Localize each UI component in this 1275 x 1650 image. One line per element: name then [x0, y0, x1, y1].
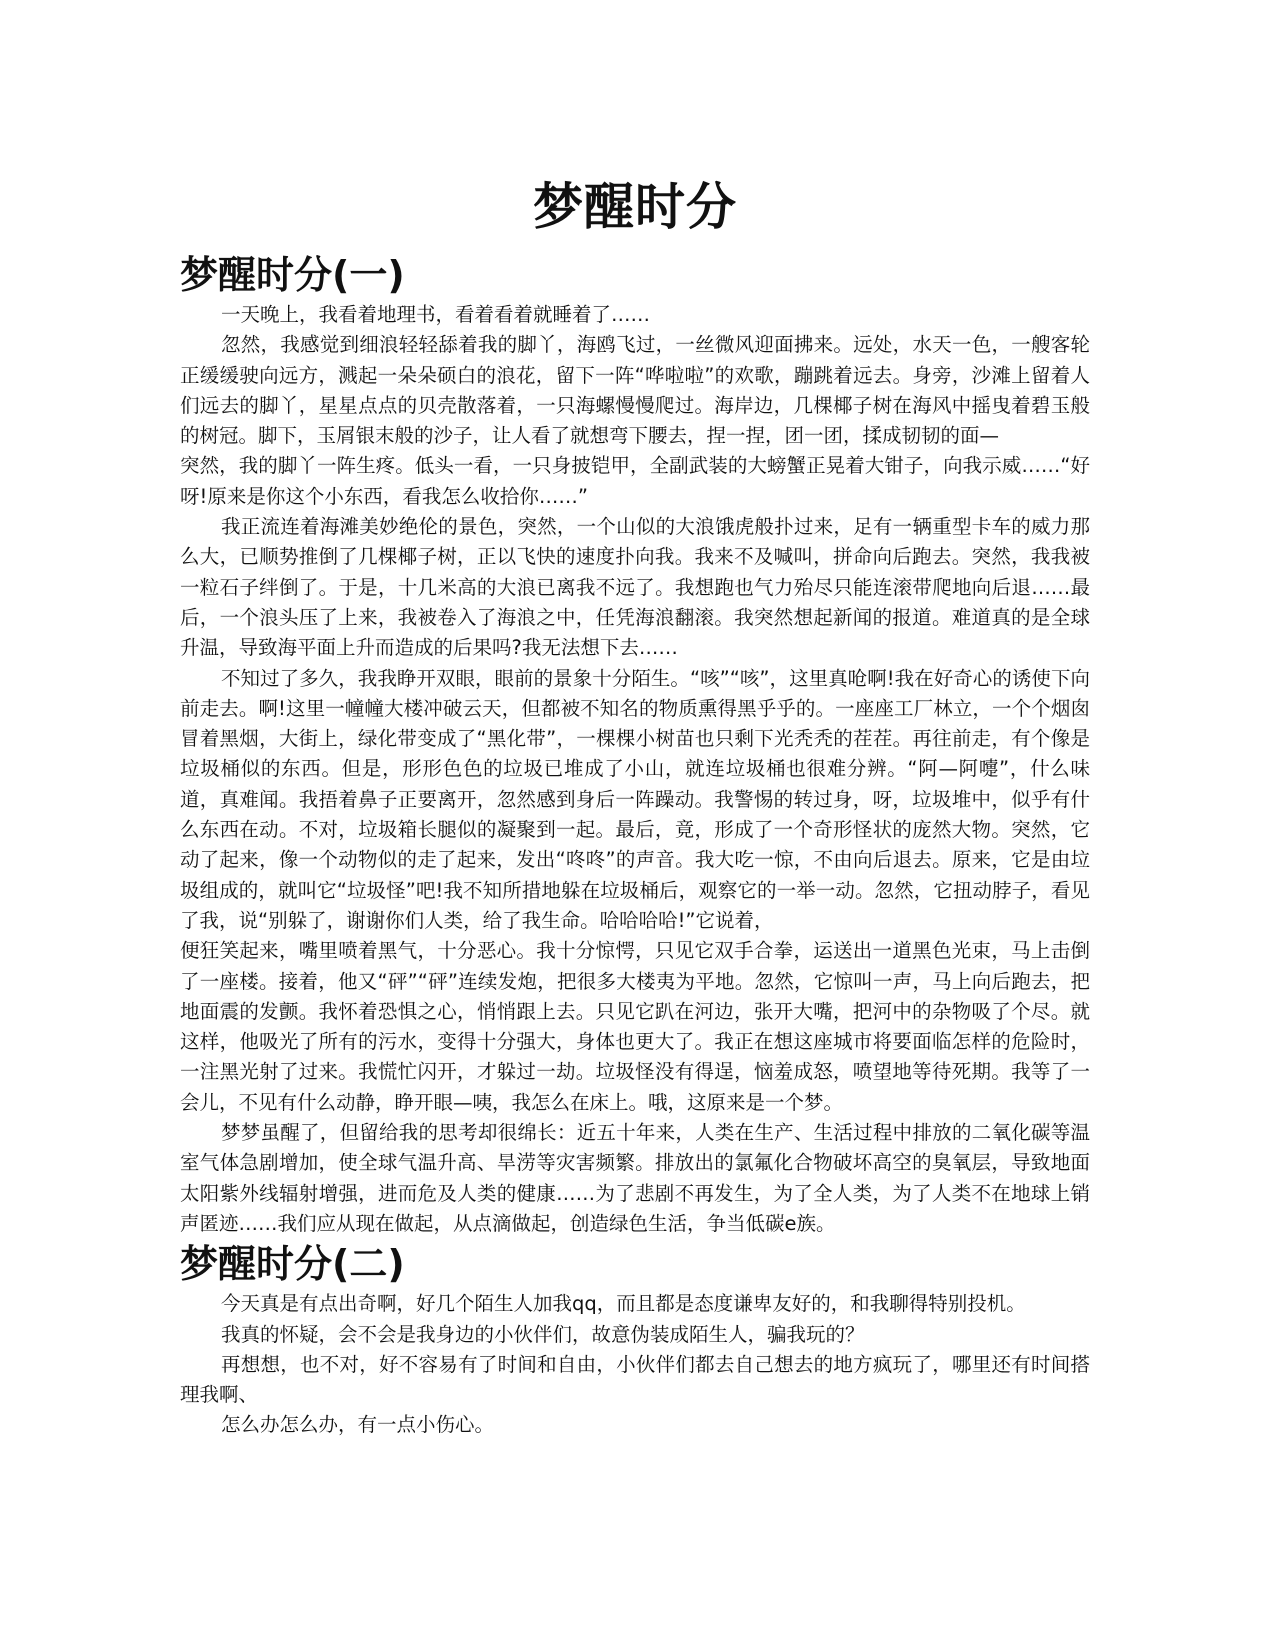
paragraph: 突然，我的脚丫一阵生疼。低头一看，一只身披铠甲，全副武装的大螃蟹正晃着大钳子，向我示威……“好呀!原来是你这个小东西，看我怎么收拾你……”	[180, 454, 1090, 508]
section-heading: 梦醒时分(二)	[180, 1242, 405, 1287]
paragraph: 梦梦虽醒了，但留给我的思考却很绵长：近五十年来，人类在生产、生活过程中排放的二氧化碳等温室气体急剧增加，使全球气温升高、旱涝等灾害频繁。排放出的氯氟化合物破坏高空的臭氧层，导致地面太阳紫外线辐射增强，进而危及人类的健康……为了悲剧不再发生，为了全人类，为了人类不在地球上销声匿迹……我们应从现在做起，从点滴做起，创造绿色生活，争当低碳e族。	[180, 1121, 1090, 1235]
paragraph: 不知过了多久，我我睁开双眼，眼前的景象十分陌生。“咳”“咳”，这里真呛啊!我在好奇心的诱使下向前走去。啊!这里一幢幢大楼冲破云天，但都被不知名的物质熏得黑乎乎的。一座座工厂林立，一个个烟囱冒着黑烟，大街上，绿化带变成了“黑化带”，一棵棵小树苗也只剩下光秃秃的茬茬。再往前走，有个像是垃圾桶似的东西。但是，形形色色的垃圾已堆成了小山，就连垃圾桶也很难分辨。“阿—阿嚏”，什么味道，真难闻。我捂着鼻子正要离开，忽然感到身后一阵躁动。我警惕的转过身，呀，垃圾堆中，似乎有什么东西在动。不对，垃圾箱长腿似的凝聚到一起。最后，竟，形成了一个奇形怪状的庞然大物。突然，它动了起来，像一个动物似的走了起来，发出“咚咚”的声音。我大吃一惊，不由向后退去。原来，它是由垃圾组成的，就叫它“垃圾怪”吧!我不知所措地躲在垃圾桶后，观察它的一举一动。忽然，它扭动脖子，看见了我，说“别躲了，谢谢你们人类，给了我生命。哈哈哈哈!”它说着，	[180, 666, 1090, 932]
section-2	[180, 1239, 1090, 1440]
section-heading: 梦醒时分(一)	[180, 253, 405, 297]
document-title: 梦醒时分	[533, 178, 737, 236]
paragraph: 我真的怀疑，会不会是我身边的小伙伴们，故意伪装成陌生人，骗我玩的？	[221, 1322, 865, 1346]
paragraph: 忽然，我感觉到细浪轻轻舔着我的脚丫，海鸥飞过，一丝微风迎面拂来。远处，水天一色，一艘客轮正缓缓驶向远方，溅起一朵朵硕白的浪花，留下一阵“哗啦啦”的欢歌，蹦跳着远去。身旁，沙滩上留着人们远去的脚丫，星星点点的贝壳散落着，一只海螺慢慢爬过。海岸边，几棵椰子树在海风中摇曳着碧玉般的树冠。脚下，玉屑银末般的沙子，让人看了就想弯下腰去，捏一捏，团一团，揉成韧韧的面—	[180, 333, 1090, 448]
section-1	[180, 250, 1090, 1239]
paragraph: 怎么办怎么办，有一点小伤心。	[221, 1413, 495, 1437]
paragraph: 便狂笑起来，嘴里喷着黑气，十分恶心。我十分惊愕，只见它双手合拳，运送出一道黑色光束，马上击倒了一座楼。接着，他又“砰”“砰”连续发炮，把很多大楼夷为平地。忽然，它惊叫一声，马上向后跑去，把地面震的发颤。我怀着恐惧之心，悄悄跟上去。只见它趴在河边，张开大嘴，把河中的杂物吸了个尽。就这样，他吸光了所有的污水，变得十分强大，身体也更大了。我正在想这座城市将要面临怎样的危险时，一注黑光射了过来。我慌忙闪开，才躲过一劫。垃圾怪没有得逞，恼羞成怒，喷望地等待死期。我等了一会儿，不见有什么动静，睁开眼—咦，我怎么在床上。哦，这原来是一个梦。	[180, 939, 1090, 1114]
document-page	[180, 170, 1090, 1441]
paragraph: 我正流连着海滩美妙绝伦的景色，突然，一个山似的大浪饿虎般扑过来，足有一辆重型卡车的威力那么大，已顺势推倒了几棵椰子树，正以飞快的速度扑向我。我来不及喊叫，拼命向后跑去。突然，我我被一粒石子绊倒了。于是，十几米高的大浪已离我不远了。我想跑也气力殆尽只能连滚带爬地向后退……最后，一个浪头压了上来，我被卷入了海浪之中，任凭海浪翻滚。我突然想起新闻的报道。难道真的是全球升温，导致海平面上升而造成的后果吗?我无法想下去……	[180, 515, 1090, 660]
paragraph: 今天真是有点出奇啊，好几个陌生人加我qq，而且都是态度谦卑友好的，和我聊得特别投机。	[221, 1292, 1026, 1316]
paragraph: 再想想，也不对，好不容易有了时间和自由，小伙伴们都去自己想去的地方疯玩了，哪里还有时间搭理我啊、	[180, 1352, 1090, 1407]
paragraph: 一天晚上，我看着地理书，看着看着就睡着了……	[221, 303, 651, 326]
